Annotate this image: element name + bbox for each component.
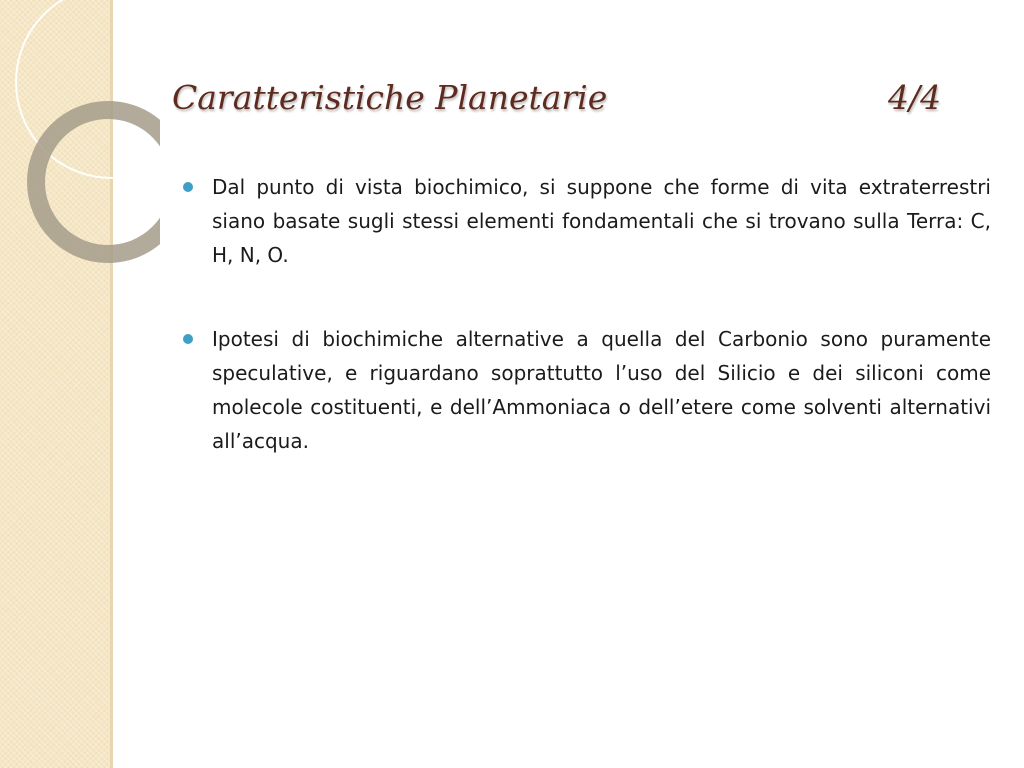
page-indicator: 4/4	[888, 78, 942, 117]
bullet-list	[183, 170, 991, 508]
thick-ring-decoration	[36, 110, 160, 254]
bullet-dot-icon	[183, 334, 193, 344]
bullet-dot-icon	[183, 182, 193, 192]
bullet-item	[183, 322, 991, 458]
decorative-rings	[0, 0, 160, 300]
bullet-text: Dal punto di vista biochimico, si suppone che forme di vita extraterrestri siano basate sugli stessi elementi fondamentali che si trovano sulla Terra: C, H, N, O.	[212, 175, 991, 267]
slide-title: Caratteristiche Planetarie	[172, 78, 608, 117]
bullet-item	[183, 170, 991, 272]
bullet-text: Ipotesi di biochimiche alternative a quella del Carbonio sono puramente speculative, e riguardano soprattutto l’uso del Silicio e dei siliconi come molecole costituenti, e dell’Ammoniaca o dell’etere come solventi alternativi all’acqua.	[212, 327, 991, 453]
